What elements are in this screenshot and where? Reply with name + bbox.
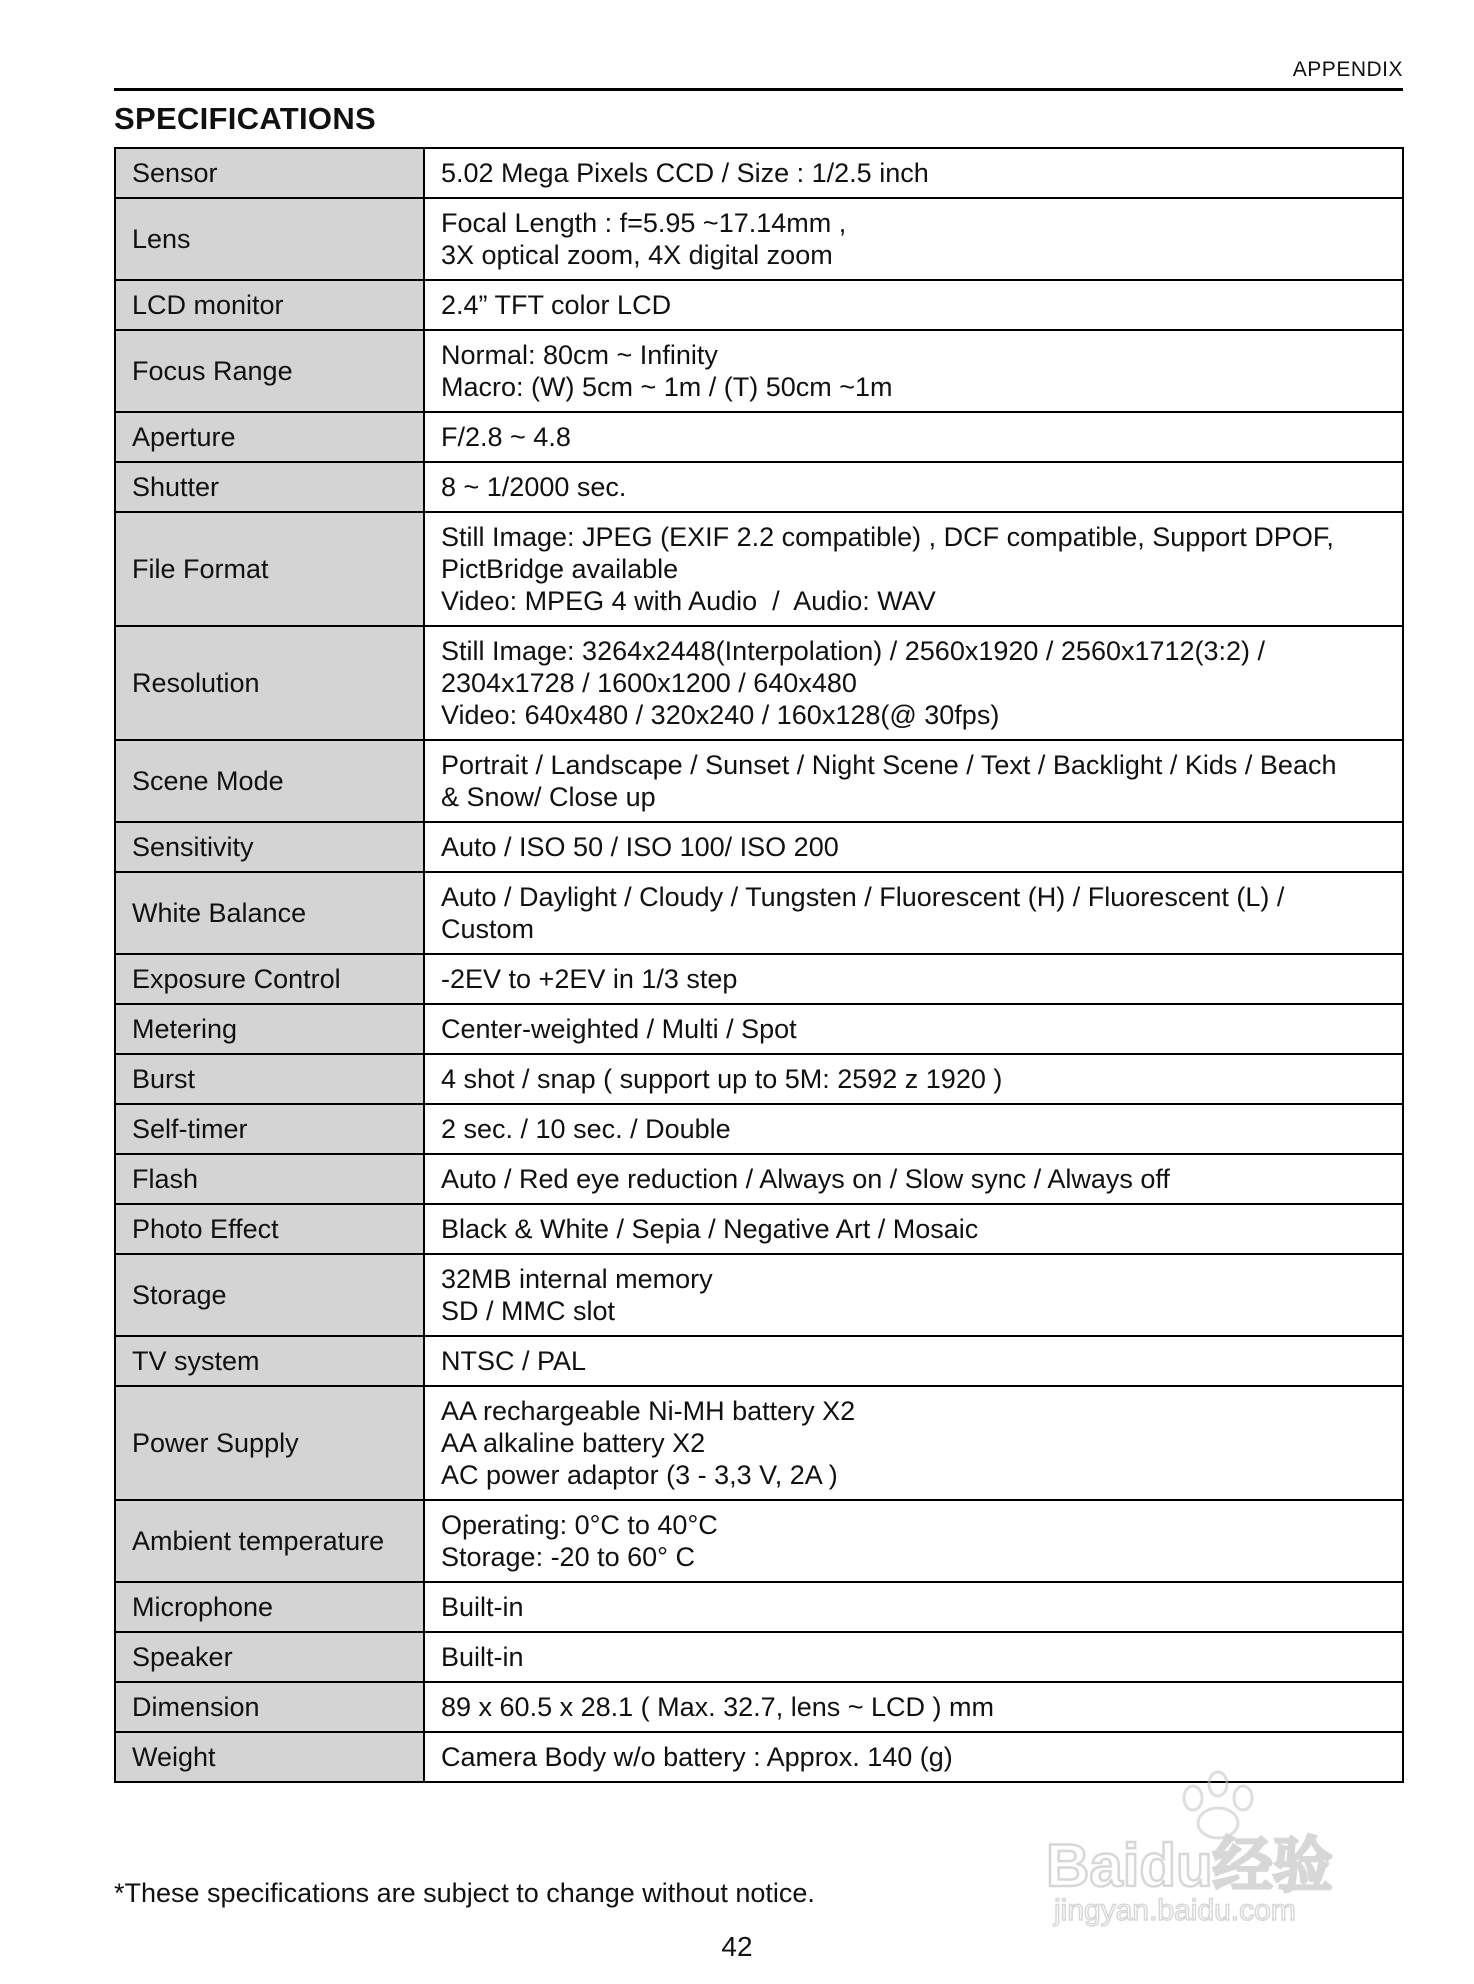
spec-value-line: -2EV to +2EV in 1/3 step	[441, 964, 738, 994]
spec-value	[424, 740, 1403, 822]
spec-value	[424, 1154, 1403, 1204]
spec-row	[115, 822, 1403, 872]
spec-value-line: 3X optical zoom, 4X digital zoom	[441, 240, 833, 270]
spec-value	[424, 1582, 1403, 1632]
header-divider	[114, 88, 1403, 91]
spec-value-line: 2.4” TFT color LCD	[441, 290, 672, 320]
spec-label: Dimension	[115, 1682, 424, 1732]
spec-label: Burst	[115, 1054, 424, 1104]
spec-value-line: Center-weighted / Multi / Spot	[441, 1014, 797, 1044]
spec-value-line: & Snow/ Close up	[441, 782, 656, 812]
spec-value-line: AC power adaptor (3 - 3,3 V, 2A )	[441, 1460, 838, 1490]
paw-logo-icon	[1184, 1772, 1252, 1838]
spec-value-line: 5.02 Mega Pixels CCD / Size : 1/2.5 inch	[441, 158, 929, 188]
spec-row	[115, 412, 1403, 462]
spec-value	[424, 198, 1403, 280]
spec-label: Photo Effect	[115, 1204, 424, 1254]
spec-row	[115, 1682, 1403, 1732]
spec-label: Aperture	[115, 412, 424, 462]
spec-value-line: 89 x 60.5 x 28.1 ( Max. 32.7, lens ~ LCD ) mm	[441, 1692, 994, 1722]
spec-row	[115, 512, 1403, 626]
spec-value-line: Portrait / Landscape / Sunset / Night Scene / Text / Backlight / Kids / Beach	[441, 750, 1337, 780]
spec-value	[424, 1336, 1403, 1386]
spec-value-line: 32MB internal memory	[441, 1264, 713, 1294]
spec-row	[115, 1254, 1403, 1336]
spec-value-line: AA alkaline battery X2	[441, 1428, 706, 1458]
spec-row	[115, 626, 1403, 740]
spec-label: LCD monitor	[115, 280, 424, 330]
spec-row	[115, 1386, 1403, 1500]
spec-label: Resolution	[115, 626, 424, 740]
spec-label: File Format	[115, 512, 424, 626]
page-number: 42	[721, 1931, 753, 1962]
spec-value-line: Auto / ISO 50 / ISO 100/ ISO 200	[441, 832, 839, 862]
spec-row	[115, 954, 1403, 1004]
spec-row	[115, 1054, 1403, 1104]
spec-row	[115, 462, 1403, 512]
spec-value-line: 2 sec. / 10 sec. / Double	[441, 1114, 731, 1144]
spec-row	[115, 1632, 1403, 1682]
spec-value	[424, 512, 1403, 626]
spec-value-line: Camera Body w/o battery : Approx. 140 (g)	[441, 1742, 953, 1772]
spec-value	[424, 412, 1403, 462]
spec-value-line: Custom	[441, 914, 535, 944]
spec-value-line: NTSC / PAL	[441, 1346, 587, 1376]
watermark-url-text: jingyan.baidu.com	[1054, 1894, 1296, 1927]
spec-value	[424, 1632, 1403, 1682]
spec-value	[424, 1204, 1403, 1254]
spec-value-line: Still Image: JPEG (EXIF 2.2 compatible) , DCF compatible, Support DPOF,	[441, 522, 1334, 552]
spec-row	[115, 872, 1403, 954]
spec-value-line: 4 shot / snap ( support up to 5M: 2592 z 1920 )	[441, 1064, 1003, 1094]
spec-value-line: AA rechargeable Ni-MH battery X2	[441, 1396, 856, 1426]
spec-label: White Balance	[115, 872, 424, 954]
spec-row	[115, 1336, 1403, 1386]
spec-label: Metering	[115, 1004, 424, 1054]
page-title: SPECIFICATIONS	[114, 101, 376, 136]
spec-value-line: Storage: -20 to 60° C	[441, 1542, 695, 1572]
spec-value-line: Auto / Daylight / Cloudy / Tungsten / Fluorescent (H) / Fluorescent (L) /	[441, 882, 1285, 912]
spec-value	[424, 1500, 1403, 1582]
spec-value-line: Video: MPEG 4 with Audio / Audio: WAV	[441, 586, 936, 616]
spec-value	[424, 872, 1403, 954]
spec-label: Weight	[115, 1732, 424, 1782]
spec-row	[115, 1582, 1403, 1632]
spec-label: Exposure Control	[115, 954, 424, 1004]
specifications-table-body	[115, 148, 1403, 1782]
specifications-table	[114, 147, 1404, 1783]
spec-row	[115, 740, 1403, 822]
spec-value	[424, 954, 1403, 1004]
spec-value-line: PictBridge available	[441, 554, 679, 584]
spec-value-line: Macro: (W) 5cm ~ 1m / (T) 50cm ~1m	[441, 372, 893, 402]
spec-row	[115, 1004, 1403, 1054]
spec-value-line: Built-in	[441, 1592, 524, 1622]
section-label: APPENDIX	[1292, 58, 1403, 81]
spec-label: Storage	[115, 1254, 424, 1336]
spec-value	[424, 1386, 1403, 1500]
spec-value	[424, 626, 1403, 740]
spec-label: Focus Range	[115, 330, 424, 412]
spec-value	[424, 1004, 1403, 1054]
footnote: *These specifications are subject to change without notice.	[114, 1878, 815, 1908]
spec-value-line: Operating: 0°C to 40°C	[441, 1510, 718, 1540]
spec-value-line: Normal: 80cm ~ Infinity	[441, 340, 718, 370]
spec-value-line: Auto / Red eye reduction / Always on / Slow sync / Always off	[441, 1164, 1170, 1194]
spec-value-line: F/2.8 ~ 4.8	[441, 422, 571, 452]
watermark-brand-text: Baidu经验	[1046, 1832, 1333, 1899]
spec-value-line: Still Image: 3264x2448(Interpolation) / 2560x1920 / 2560x1712(3:2) /	[441, 636, 1266, 666]
spec-label: Self-timer	[115, 1104, 424, 1154]
spec-value	[424, 462, 1403, 512]
spec-row	[115, 1500, 1403, 1582]
spec-label: Ambient temperature	[115, 1500, 424, 1582]
spec-value	[424, 822, 1403, 872]
spec-label: Shutter	[115, 462, 424, 512]
spec-value-line: Built-in	[441, 1642, 524, 1672]
spec-label: Lens	[115, 198, 424, 280]
spec-value-line: Video: 640x480 / 320x240 / 160x128(@ 30fps)	[441, 700, 1000, 730]
spec-label: Sensitivity	[115, 822, 424, 872]
spec-label: Sensor	[115, 148, 424, 198]
spec-row	[115, 1204, 1403, 1254]
spec-value-line: 8 ~ 1/2000 sec.	[441, 472, 627, 502]
spec-row	[115, 198, 1403, 280]
spec-value	[424, 148, 1403, 198]
baidu-jingyan-watermark	[1046, 1768, 1396, 1928]
spec-value	[424, 1054, 1403, 1104]
spec-value	[424, 330, 1403, 412]
spec-value-line: SD / MMC slot	[441, 1296, 616, 1326]
spec-row	[115, 280, 1403, 330]
spec-row	[115, 1154, 1403, 1204]
spec-label: Speaker	[115, 1632, 424, 1682]
spec-value-line: Focal Length : f=5.95 ~17.14mm ,	[441, 208, 847, 238]
spec-label: Flash	[115, 1154, 424, 1204]
spec-value-line: 2304x1728 / 1600x1200 / 640x480	[441, 668, 857, 698]
spec-value	[424, 1682, 1403, 1732]
spec-label: Scene Mode	[115, 740, 424, 822]
spec-value	[424, 1254, 1403, 1336]
spec-label: Power Supply	[115, 1386, 424, 1500]
spec-row	[115, 1104, 1403, 1154]
spec-row	[115, 148, 1403, 198]
spec-label: TV system	[115, 1336, 424, 1386]
spec-row	[115, 330, 1403, 412]
spec-label: Microphone	[115, 1582, 424, 1632]
spec-value	[424, 280, 1403, 330]
spec-value-line: Black & White / Sepia / Negative Art / Mosaic	[441, 1214, 979, 1244]
spec-value	[424, 1104, 1403, 1154]
